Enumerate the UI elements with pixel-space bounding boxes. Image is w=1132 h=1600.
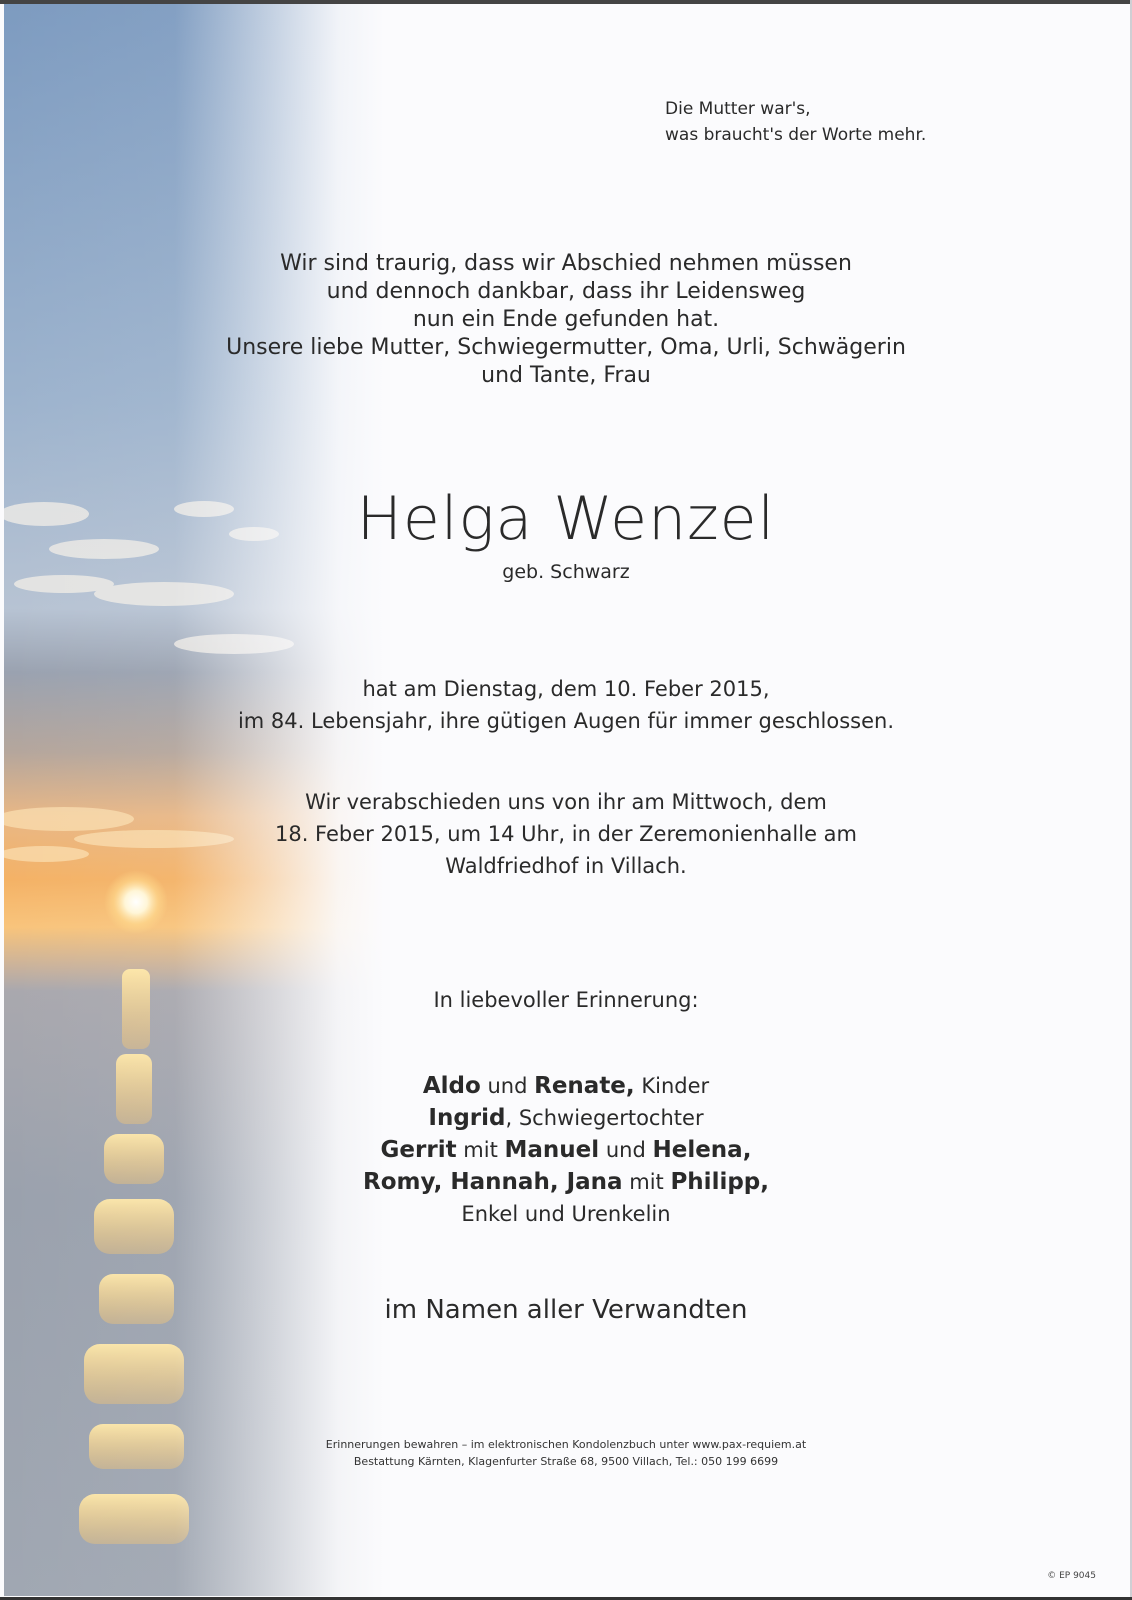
motto-line: was braucht's der Worte mehr. — [665, 125, 927, 145]
family-connector: und — [605, 1138, 646, 1162]
intro-line: Unsere liebe Mutter, Schwiegermutter, Oma, Urli, Schwägerin — [226, 335, 906, 360]
family-connector: und — [487, 1074, 528, 1098]
family-name: Philipp, — [670, 1169, 770, 1195]
deceased-name: Helga Wenzel — [356, 484, 776, 554]
intro-line: und dennoch dankbar, dass ihr Leidensweg — [326, 279, 806, 304]
template-code: © EP 9045 — [1047, 1571, 1096, 1581]
motto-line: Die Mutter war's, — [665, 99, 811, 119]
family-name: Aldo — [422, 1073, 481, 1099]
family-connector: mit — [629, 1170, 664, 1194]
family-list — [0, 1070, 1132, 1230]
family-name: Romy, Hannah, Jana — [362, 1169, 623, 1195]
footer-line: Bestattung Kärnten, Klagenfurter Straße 68, 9500 Villach, Tel.: 050 199 6699 — [353, 1455, 779, 1468]
funeral-line: 18. Feber 2015, um 14 Uhr, in der Zeremonienhalle am — [274, 822, 857, 846]
intro-line: und Tante, Frau — [481, 363, 651, 388]
death-line: im 84. Lebensjahr, ihre gütigen Augen für immer geschlossen. — [237, 709, 895, 733]
footer-line: Erinnerungen bewahren – im elektronischen Kondolenzbuch unter www.pax-requiem.at — [325, 1438, 807, 1451]
family-row — [0, 1134, 1132, 1166]
family-role: Kinder — [641, 1074, 710, 1098]
family-name: Gerrit — [380, 1137, 457, 1163]
motto — [665, 96, 926, 148]
funeral-line: Wir verabschieden uns von ihr am Mittwoch, dem — [305, 790, 827, 814]
family-row — [0, 1070, 1132, 1102]
footer — [0, 1436, 1132, 1470]
funeral-line: Waldfriedhof in Villach. — [445, 854, 687, 878]
family-name: Manuel — [504, 1137, 600, 1163]
birth-name: geb. Schwarz — [502, 561, 630, 583]
family-role-line: Enkel und Urenkelin — [461, 1202, 671, 1226]
intro-line: Wir sind traurig, dass wir Abschied nehmen müssen — [280, 251, 852, 276]
family-row — [0, 1166, 1132, 1198]
family-name: Helena, — [652, 1137, 752, 1163]
family-name: Ingrid — [428, 1105, 506, 1131]
closing-line: im Namen aller Verwandten — [384, 1295, 748, 1325]
family-name: Renate, — [534, 1073, 635, 1099]
family-row — [0, 1102, 1132, 1134]
funeral-details — [0, 786, 1132, 882]
death-notice — [0, 673, 1132, 737]
intro-text — [0, 250, 1132, 390]
family-connector: mit — [463, 1138, 498, 1162]
family-role: , Schwiegertochter — [505, 1106, 704, 1130]
intro-line: nun ein Ende gefunden hat. — [412, 307, 720, 332]
death-line: hat am Dienstag, dem 10. Feber 2015, — [362, 677, 770, 701]
memory-heading: In liebevoller Erinnerung: — [433, 988, 699, 1012]
